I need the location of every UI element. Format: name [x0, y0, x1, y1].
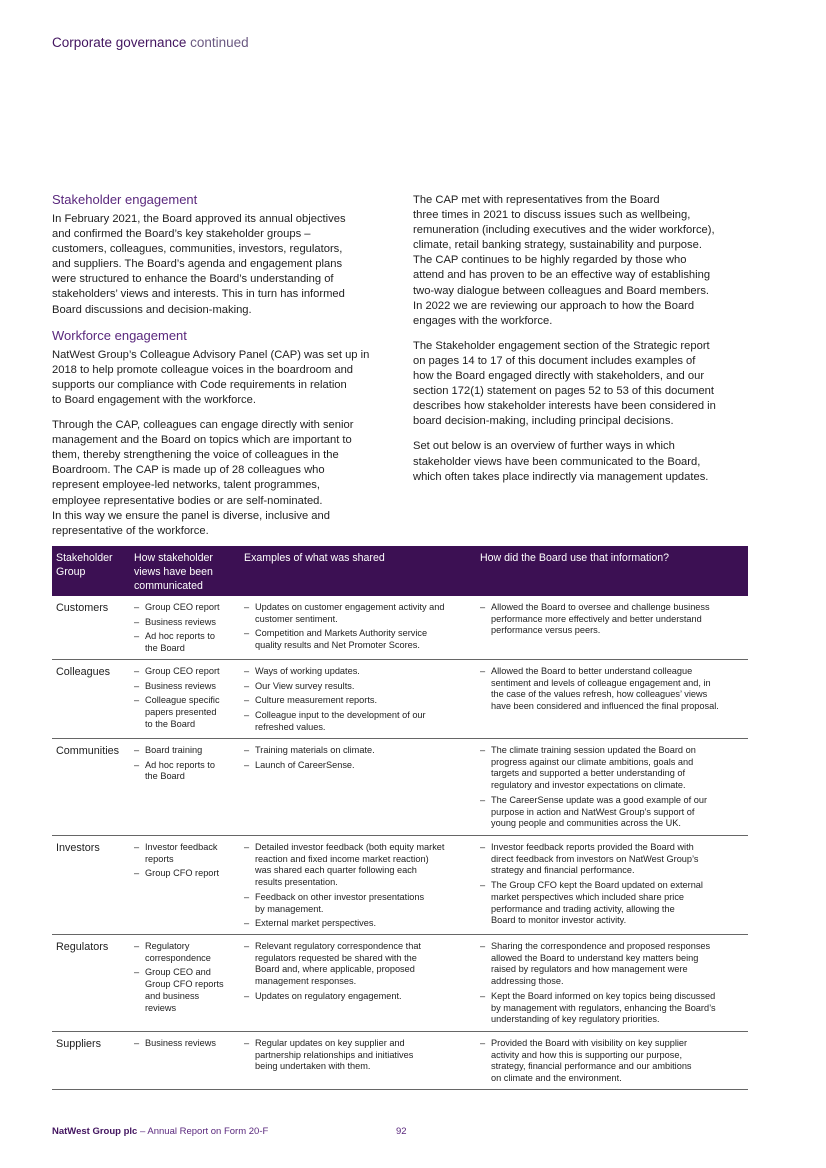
board-use-cell — [476, 935, 748, 1031]
board-use-cell — [476, 1032, 748, 1089]
table-row — [52, 935, 748, 1032]
board-use-list — [480, 1038, 746, 1085]
communication-channel-list — [134, 941, 236, 1014]
header-how-communicated: How stakeholder views have been communicated — [134, 552, 213, 592]
table-row — [52, 596, 748, 660]
communication-channel-cell — [130, 596, 240, 659]
shared-example-cell — [240, 836, 476, 934]
board-use-list — [480, 842, 746, 927]
board-use-cell — [476, 836, 748, 934]
communication-channel-list — [134, 1038, 236, 1050]
board-use-item: – The CareerSense update was a good example of our purpose in action and NatWest Group’s support of young people and communities across the UK. — [480, 795, 746, 830]
shared-example-list — [244, 1038, 466, 1073]
board-use-item: – Kept the Board informed on key topics being discussed by management with regulators, enhancing the Board’s understanding of key regulatory priorities. — [480, 991, 746, 1026]
stakeholder-group-cell: Communities — [56, 745, 119, 757]
board-use-list — [480, 745, 746, 830]
communication-channel-cell — [130, 836, 240, 934]
shared-example-list — [244, 842, 466, 930]
communication-channel-cell — [130, 935, 240, 1031]
shared-example-item: – Updates on customer engagement activity and customer sentiment. — [244, 602, 466, 625]
footer — [52, 1126, 268, 1137]
communication-channel-item: – Regulatory correspondence — [134, 941, 236, 964]
communication-channel-item: – Board training — [134, 745, 236, 757]
shared-example-item: – Our View survey results. — [244, 681, 466, 693]
board-use-item: – Allowed the Board to oversee and challenge business performance more effectively and better understand performance versus peers. — [480, 602, 746, 637]
board-use-item: – Investor feedback reports provided the Board with direct feedback from investors on NatWest Group’s strategy and financial performance. — [480, 842, 746, 877]
overview-text: Set out below is an overview of further ways in which stakeholder views have been communicated to the Board, which often takes place indirectly via management updates. — [413, 440, 709, 483]
shared-example-list — [244, 941, 466, 1003]
footer-brand: NatWest Group plc — [52, 1126, 138, 1137]
shared-example-list — [244, 666, 466, 734]
communication-channel-item: – Ad hoc reports to the Board — [134, 631, 236, 654]
communication-channel-item: – Group CFO report — [134, 868, 236, 880]
strategic-report-text: The Stakeholder engagement section of the Strategic report on pages 14 to 17 of this document includes examples of how the Board engaged directly with stakeholders, and our section 172(1) statement on pages 52 to 53 of this document describes how stakeholder interests have been considered in board decision-making, including principal decisions. — [413, 339, 716, 428]
shared-example-cell — [240, 596, 476, 659]
board-use-cell — [476, 596, 748, 659]
communication-channel-item: – Group CEO report — [134, 666, 236, 678]
stakeholder-group-cell: Regulators — [56, 941, 109, 953]
shared-example-item: – Culture measurement reports. — [244, 695, 466, 707]
communication-channel-list — [134, 666, 236, 731]
stakeholder-group-cell: Colleagues — [56, 666, 111, 678]
shared-example-list — [244, 602, 466, 652]
section-continued: continued — [186, 35, 249, 50]
communication-channel-item: – Business reviews — [134, 681, 236, 693]
workforce-engagement-text-1: NatWest Group’s Colleague Advisory Panel (CAP) was set up in 2018 to help promote colleague voices in the boardroom and supports our compliance with Code requirements in relation to Board engagement with the workforce. — [52, 348, 370, 406]
board-use-list — [480, 941, 746, 1026]
communication-channel-item: – Investor feedback reports — [134, 842, 236, 865]
board-use-item: – Sharing the correspondence and proposed responses allowed the Board to understand key matters being raised by regulators and how management were addressing those. — [480, 941, 746, 988]
shared-example-cell — [240, 660, 476, 738]
communication-channel-cell — [130, 660, 240, 738]
shared-example-item: – Detailed investor feedback (both equity market reaction and fixed income market reaction) was shared each quarter following each results presentation. — [244, 842, 466, 889]
shared-example-item: – Colleague input to the development of our refreshed values. — [244, 710, 466, 733]
shared-example-cell — [240, 1032, 476, 1089]
shared-example-item: – Competition and Markets Authority service quality results and Net Promoter Scores. — [244, 628, 466, 651]
shared-example-list — [244, 745, 466, 771]
communication-channel-cell — [130, 1032, 240, 1089]
shared-example-item: – Feedback on other investor presentations by management. — [244, 892, 466, 915]
board-use-list — [480, 602, 746, 637]
communication-channel-item: – Business reviews — [134, 617, 236, 629]
board-use-item: – Provided the Board with visibility on key supplier activity and how this is supporting our purpose, strategy, financial performance and our ambitions on climate and the environment. — [480, 1038, 746, 1085]
communication-channel-item: – Group CEO report — [134, 602, 236, 614]
communication-channel-item: – Group CEO and Group CFO reports and business reviews — [134, 967, 236, 1014]
communication-channel-list — [134, 745, 236, 783]
communication-channel-list — [134, 602, 236, 655]
stakeholder-group-cell: Customers — [56, 602, 109, 614]
workforce-engagement-text-2: Through the CAP, colleagues can engage directly with senior management and the Board on topics which are important to them, thereby strengthening the voice of colleagues in the Boardroom. The CAP is made up of 28 colleagues who represent employee-led networks, talent programmes, employee representative bodies or are self-nominated. In this way we ensure the panel is diverse, inclusive and representative of the workforce. — [52, 419, 354, 537]
cap-meetings-text: The CAP met with representatives from the Board three times in 2021 to discuss issues such as wellbeing, remuneration (including executives and the wider workforce), climate, retail banking strategy, sustainability and purpose. The CAP continues to be highly regarded by those who attend and has proven to be an effective way of establishing two-way dialogue between colleagues and Board members. In 2022 we are reviewing our approach to how the Board engages with the workforce. — [413, 194, 715, 327]
stakeholder-engagement-text: In February 2021, the Board approved its annual objectives and confirmed the Board’s key stakeholder groups – customers, colleagues, communities, investors, regulators, and suppliers. The Board’s agenda and engagement plans were structured to enhance the Board’s understanding of stakeholders’ views and interests. This in turn has informed Board discussions and decision-making. — [52, 213, 346, 316]
header-stakeholder-group: Stakeholder Group — [56, 552, 113, 578]
workforce-engagement-heading: Workforce engagement — [52, 327, 187, 343]
right-column — [413, 193, 758, 495]
board-use-item: – The climate training session updated the Board on progress against our climate ambitions, goals and targets and supported a better understanding of regulatory and investor expectations on climate. — [480, 745, 746, 792]
communication-channel-cell — [130, 739, 240, 835]
communication-channel-list — [134, 842, 236, 880]
stakeholder-group-cell: Suppliers — [56, 1038, 102, 1050]
stakeholder-table — [52, 546, 748, 1090]
board-use-cell — [476, 739, 748, 835]
page-number: 92 — [396, 1126, 407, 1137]
stakeholder-group-cell: Investors — [56, 842, 100, 854]
table-header — [52, 546, 748, 596]
table-row — [52, 660, 748, 739]
board-use-cell — [476, 660, 748, 738]
shared-example-item: – External market perspectives. — [244, 918, 466, 930]
header-board-use: How did the Board use that information? — [480, 552, 670, 564]
shared-example-item: – Regular updates on key supplier and partnership relationships and initiatives being undertaken with them. — [244, 1038, 466, 1073]
board-use-list — [480, 666, 746, 713]
table-row — [52, 739, 748, 836]
stakeholder-engagement-heading: Stakeholder engagement — [52, 192, 198, 207]
shared-example-item: – Updates on regulatory engagement. — [244, 991, 466, 1003]
communication-channel-item: – Colleague specific papers presented to the Board — [134, 695, 236, 730]
communication-channel-item: – Ad hoc reports to the Board — [134, 760, 236, 783]
shared-example-item: – Ways of working updates. — [244, 666, 466, 678]
shared-example-item: – Relevant regulatory correspondence that regulators requested be shared with the Board and, where applicable, proposed management responses. — [244, 941, 466, 988]
table-row — [52, 836, 748, 935]
table-row — [52, 1032, 748, 1090]
left-column — [52, 192, 394, 549]
footer-document: – Annual Report on Form 20-F — [137, 1126, 269, 1137]
shared-example-cell — [240, 739, 476, 835]
page-header — [52, 35, 249, 50]
communication-channel-item: – Business reviews — [134, 1038, 236, 1050]
shared-example-item: – Launch of CareerSense. — [244, 760, 466, 772]
table-body — [52, 596, 748, 1090]
shared-example-cell — [240, 935, 476, 1031]
section-title: Corporate governance — [52, 35, 187, 50]
board-use-item: – The Group CFO kept the Board updated on external market perspectives which included share price performance and trading activity, allowing the Board to monitor investor activity. — [480, 880, 746, 927]
shared-example-item: – Training materials on climate. — [244, 745, 466, 757]
header-examples-shared: Examples of what was shared — [244, 552, 385, 564]
board-use-item: – Allowed the Board to better understand colleague sentiment and levels of colleague engagement and, in the case of the values refresh, how colleagues’ views have been considered and influenced the final proposal. — [480, 666, 746, 713]
